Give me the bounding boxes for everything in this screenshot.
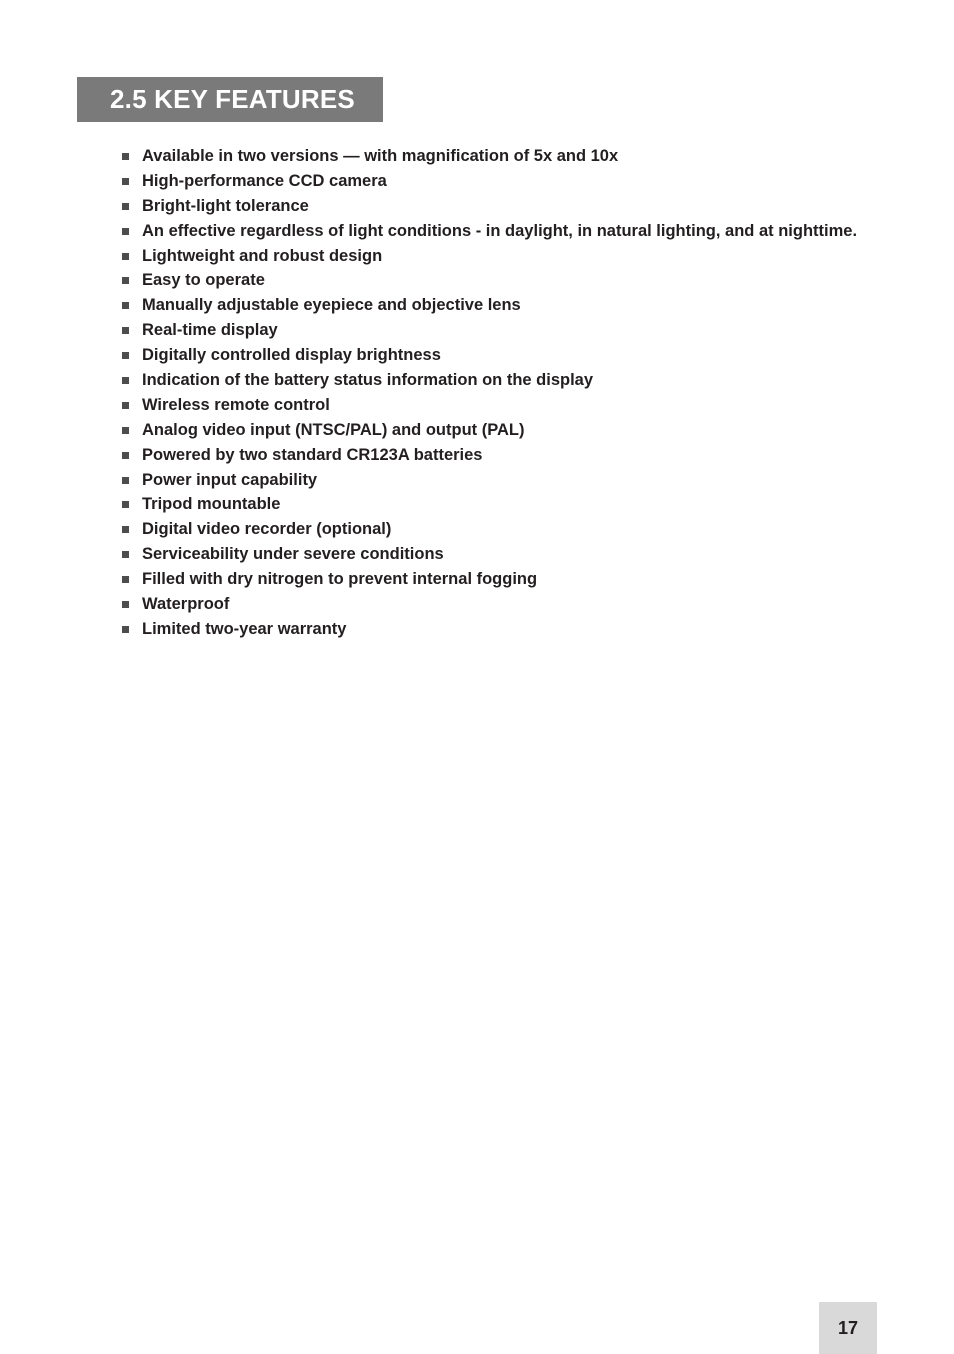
square-bullet-icon — [122, 153, 129, 160]
page-number-box — [819, 1302, 877, 1354]
square-bullet-icon — [122, 477, 129, 484]
square-bullet-icon — [122, 501, 129, 508]
square-bullet-icon — [122, 427, 129, 434]
feature-text: Wireless remote control — [142, 395, 330, 414]
section-title: 2.5 KEY FEATURES — [110, 84, 355, 114]
feature-text: Easy to operate — [142, 271, 265, 290]
square-bullet-icon — [122, 302, 129, 309]
square-bullet-icon — [122, 601, 129, 608]
list-item — [122, 443, 857, 468]
feature-text: Digital video recorder (optional) — [142, 520, 392, 539]
list-item — [122, 318, 857, 343]
feature-text: Lightweight and robust design — [142, 246, 383, 265]
feature-text: Serviceability under severe conditions — [142, 545, 444, 564]
feature-text: Waterproof — [142, 594, 230, 613]
feature-text: Analog video input (NTSC/PAL) and output (PAL) — [142, 420, 525, 439]
feature-text: Limited two-year warranty — [142, 619, 347, 638]
list-item — [122, 244, 857, 269]
feature-text: Indication of the battery status information on the display — [142, 370, 594, 389]
page-number: 17 — [837, 1317, 859, 1338]
list-item — [122, 194, 857, 219]
feature-text: Manually adjustable eyepiece and objective lens — [142, 296, 521, 315]
square-bullet-icon — [122, 352, 129, 359]
list-item — [122, 468, 857, 493]
list-item — [122, 268, 857, 293]
list-item — [122, 567, 857, 592]
feature-list — [122, 144, 857, 642]
square-bullet-icon — [122, 576, 129, 583]
list-item — [122, 418, 857, 443]
list-item — [122, 368, 857, 393]
feature-text: Real-time display — [142, 321, 278, 340]
list-item — [122, 617, 857, 642]
square-bullet-icon — [122, 228, 129, 235]
square-bullet-icon — [122, 178, 129, 185]
feature-text: Digitally controlled display brightness — [142, 346, 441, 365]
list-item — [122, 492, 857, 517]
feature-text: Powered by two standard CR123A batteries — [142, 445, 483, 464]
square-bullet-icon — [122, 377, 129, 384]
list-item — [122, 144, 857, 169]
square-bullet-icon — [122, 253, 129, 260]
square-bullet-icon — [122, 626, 129, 633]
list-item — [122, 343, 857, 368]
list-item — [122, 293, 857, 318]
square-bullet-icon — [122, 526, 129, 533]
list-item — [122, 393, 857, 418]
list-item — [122, 517, 857, 542]
square-bullet-icon — [122, 551, 129, 558]
list-item — [122, 219, 857, 244]
square-bullet-icon — [122, 277, 129, 284]
list-item — [122, 592, 857, 617]
feature-text: Filled with dry nitrogen to prevent internal fogging — [142, 570, 538, 589]
square-bullet-icon — [122, 203, 129, 210]
list-item — [122, 542, 857, 567]
feature-text: Available in two versions — with magnification of 5x and 10x — [142, 146, 619, 165]
feature-text: High-performance CCD camera — [142, 171, 387, 190]
square-bullet-icon — [122, 402, 129, 409]
feature-text: An effective regardless of light conditions - in daylight, in natural lighting, and at nighttime. — [142, 221, 858, 240]
feature-text: Power input capability — [142, 470, 318, 489]
square-bullet-icon — [122, 452, 129, 459]
section-header — [77, 77, 383, 122]
feature-text: Tripod mountable — [142, 495, 281, 514]
list-item — [122, 169, 857, 194]
square-bullet-icon — [122, 327, 129, 334]
feature-text: Bright-light tolerance — [142, 196, 309, 215]
